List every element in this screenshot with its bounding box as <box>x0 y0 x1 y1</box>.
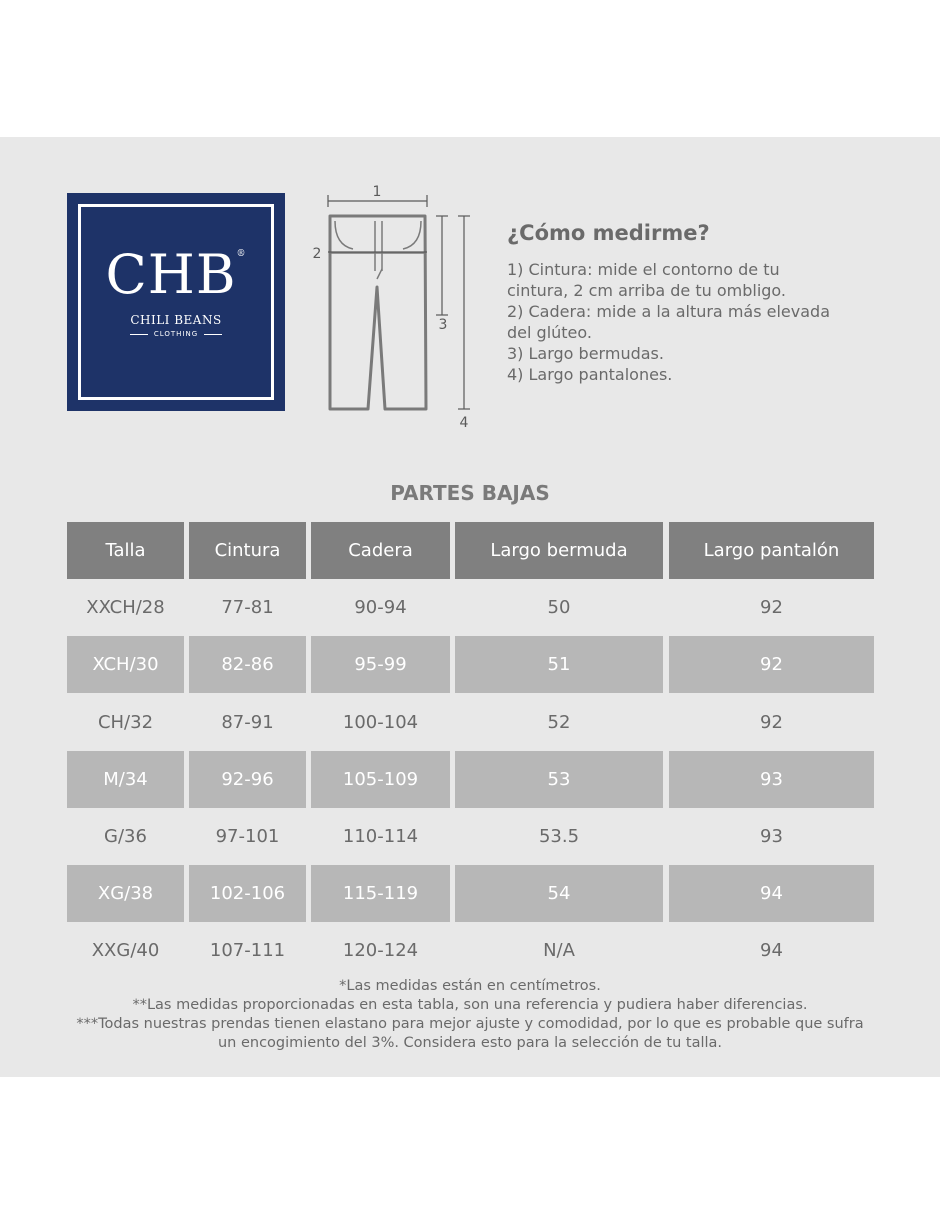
table-cell-largo-pantalon: 93 <box>669 751 874 808</box>
table-cell-cadera: 115-119 <box>311 865 450 922</box>
section-title: PARTES BAJAS <box>390 481 550 505</box>
column-header-cadera: Cadera <box>311 522 450 579</box>
footnote: ***Todas nuestras prendas tienen elastano para mejor ajuste y comodidad, por lo que es probable que sufra <box>76 1016 864 1032</box>
size-guide-panel <box>0 137 940 1077</box>
table-cell-cadera: 120-124 <box>342 940 419 962</box>
pants-measurement-diagram <box>305 183 480 433</box>
diagram-label-1: 1 <box>372 184 382 200</box>
table-cell-largo-bermuda: 53.5 <box>538 826 580 847</box>
diagram-label-2: 2 <box>312 246 322 262</box>
table-cell-cintura: 82-86 <box>189 636 306 693</box>
table-cell-talla: XCH/30 <box>67 636 184 693</box>
table-cell-largo-bermuda: 50 <box>547 597 571 619</box>
footnotes <box>0 977 940 1053</box>
table-cell-largo-bermuda: 53 <box>455 751 663 808</box>
table-cell-cadera: 105-109 <box>311 751 450 808</box>
table-cell-largo-pantalon: 92 <box>669 636 874 693</box>
logo-mark: CHB® <box>105 243 247 306</box>
logo-brand-name: CHILI BEANS <box>130 313 222 327</box>
logo-subtitle: CLOTHING <box>67 330 285 338</box>
table-cell-cadera: 95-99 <box>311 636 450 693</box>
table-cell-largo-bermuda: 52 <box>547 711 571 733</box>
column-header-talla: Talla <box>67 522 184 579</box>
table-cell-talla: XXCH/28 <box>86 597 165 619</box>
footnote: **Las medidas proporcionadas en esta tabla, son una referencia y pudiera haber diferencias. <box>132 997 808 1013</box>
footnote: *Las medidas están en centímetros. <box>339 978 601 994</box>
table-cell-largo-pantalon: 94 <box>760 940 783 962</box>
table-cell-cintura: 102-106 <box>189 865 306 922</box>
column-header-cintura: Cintura <box>189 522 306 579</box>
how-to-measure-list <box>507 259 907 385</box>
table-cell-talla: CH/32 <box>97 711 154 733</box>
table-cell-largo-bermuda: 51 <box>455 636 663 693</box>
table-cell-cintura: 77-81 <box>221 597 274 619</box>
footnote: un encogimiento del 3%. Considera esto para la selección de tu talla. <box>217 1035 723 1051</box>
table-cell-talla: XXG/40 <box>91 940 160 962</box>
table-cell-cintura: 92-96 <box>189 751 306 808</box>
table-cell-cintura: 87-91 <box>221 711 274 733</box>
table-cell-largo-bermuda: 54 <box>455 865 663 922</box>
table-cell-largo-pantalon: 92 <box>760 597 783 619</box>
diagram-label-3: 3 <box>438 317 448 333</box>
how-to-line: cintura, 2 cm arriba de tu ombligo. <box>507 281 787 300</box>
table-cell-talla: XG/38 <box>67 865 184 922</box>
table-cell-talla: G/36 <box>104 826 147 847</box>
table-cell-cadera: 90-94 <box>354 597 407 619</box>
diagram-label-4: 4 <box>459 415 469 431</box>
column-header-largo-pantalon: Largo pantalón <box>669 522 874 579</box>
how-to-line: 4) Largo pantalones. <box>507 365 673 384</box>
table-cell-cintura: 107-111 <box>209 940 286 962</box>
how-to-line: 3) Largo bermudas. <box>507 344 664 363</box>
table-cell-largo-pantalon: 93 <box>760 826 783 847</box>
brand-logo <box>67 193 285 411</box>
table-cell-cintura: 97-101 <box>215 826 280 847</box>
how-to-line: 1) Cintura: mide el contorno de tu <box>507 260 780 279</box>
how-to-line: 2) Cadera: mide a la altura más elevada <box>507 302 830 321</box>
table-cell-talla: M/34 <box>67 751 184 808</box>
table-cell-largo-pantalon: 94 <box>669 865 874 922</box>
how-to-measure-title: ¿Cómo medirme? <box>507 221 710 245</box>
table-cell-cadera: 110-114 <box>342 826 419 847</box>
how-to-line: del glúteo. <box>507 323 592 342</box>
table-cell-largo-pantalon: 92 <box>760 711 783 733</box>
column-header-largo-bermuda: Largo bermuda <box>455 522 663 579</box>
table-cell-largo-bermuda: N/A <box>543 940 575 962</box>
table-cell-cadera: 100-104 <box>342 711 419 733</box>
